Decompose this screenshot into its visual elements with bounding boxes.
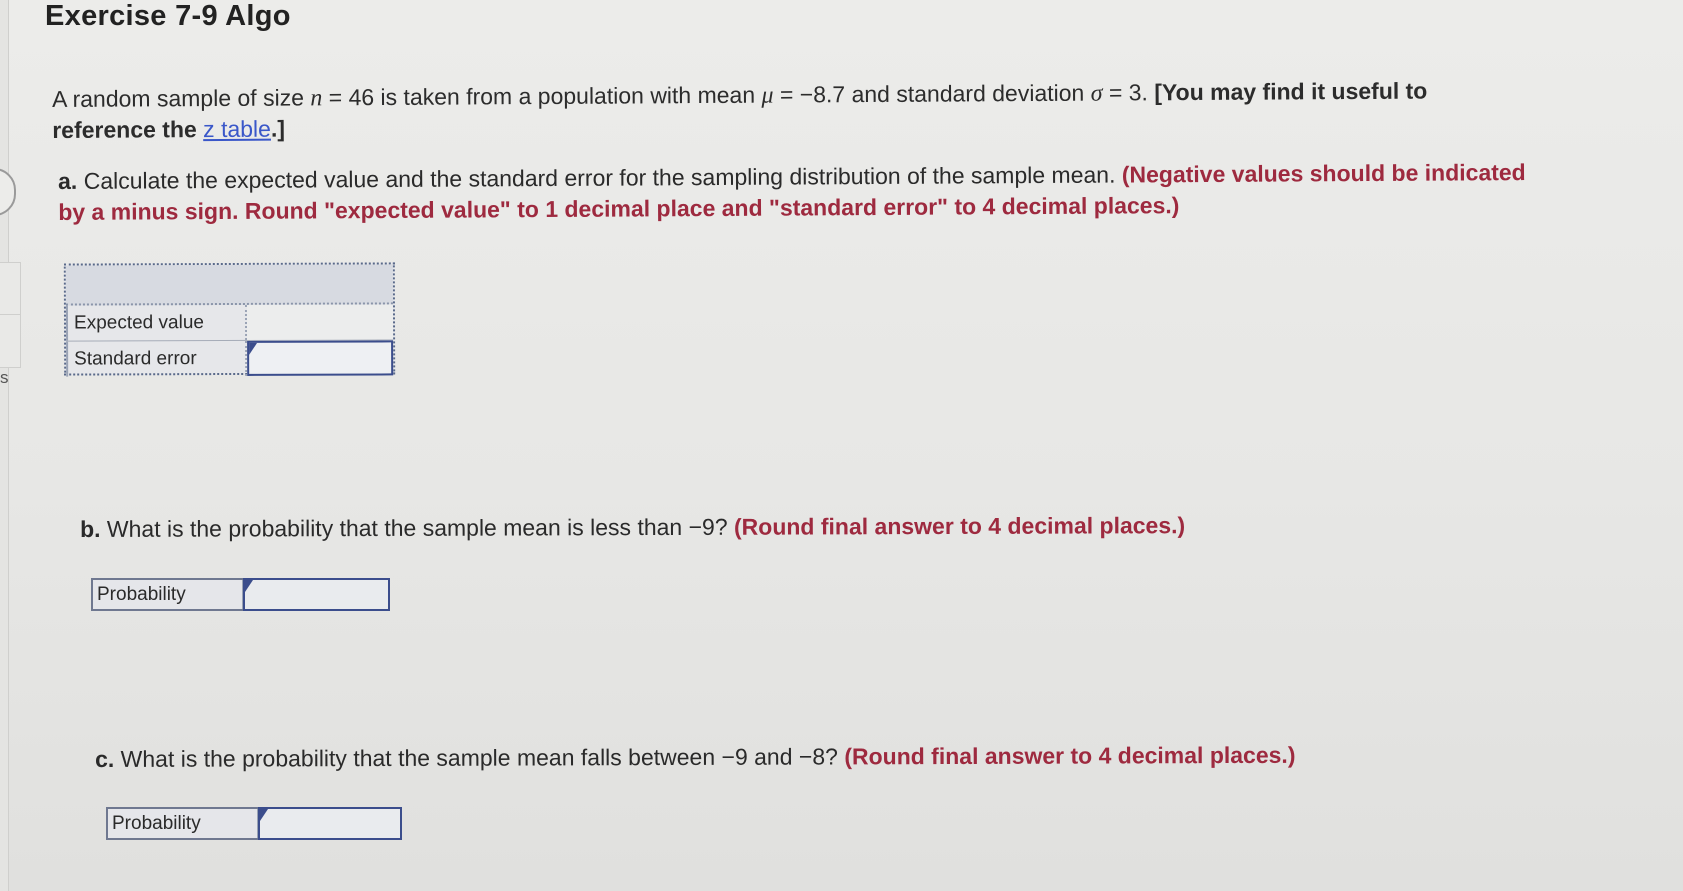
- input-flag-icon: [245, 580, 253, 592]
- z-table-link[interactable]: z table: [203, 115, 271, 143]
- part-b-answer-row: [91, 578, 390, 611]
- mu-variable: μ: [761, 82, 774, 109]
- part-c-instructions: (Round final answer to 4 decimal places.): [844, 741, 1296, 770]
- part-a-question: [58, 157, 1528, 228]
- left-panel-edge: [0, 0, 9, 891]
- table-row: [66, 304, 393, 340]
- part-a-instructions: (Negative values should be indicated by a minus sign. Round "expected value" to 1 decimal place and "standard error" to 4 decimal places.): [58, 159, 1526, 225]
- problem-intro: [52, 75, 1532, 145]
- side-nav-label: s: [0, 368, 9, 387]
- part-c-answer-row: [106, 807, 402, 840]
- standard-error-input[interactable]: [247, 340, 393, 376]
- sigma-variable: σ: [1090, 80, 1103, 107]
- part-a-text: Calculate the expected value and the standard error for the sampling distribution of the sample mean.: [77, 161, 1122, 194]
- standard-error-label: Standard error: [66, 341, 247, 377]
- intro-text: and standard deviation: [845, 79, 1091, 108]
- input-flag-icon: [249, 343, 257, 355]
- probability-label: Probability: [93, 580, 243, 609]
- exercise-title: Exercise 7-9 Algo: [45, 0, 291, 32]
- part-c-text: What is the probability that the sample mean falls between −9 and −8?: [114, 743, 845, 772]
- side-nav-box[interactable]: [0, 262, 21, 316]
- part-a-answer-table: [64, 262, 395, 375]
- part-b-question: [80, 510, 1185, 544]
- side-nav-box[interactable]: [0, 314, 21, 368]
- reference-note-close: .]: [270, 115, 286, 142]
- input-flag-icon: [260, 809, 268, 821]
- part-c-question: [95, 740, 1296, 774]
- part-b-probability-input[interactable]: [243, 578, 390, 611]
- sigma-value: = 3.: [1102, 79, 1148, 106]
- table-row: [66, 339, 393, 376]
- n-value: = 46: [322, 84, 375, 111]
- expected-value-input[interactable]: [247, 304, 393, 340]
- intro-text: A random sample of size: [52, 84, 311, 112]
- part-b-text: What is the probability that the sample mean is less than −9?: [100, 513, 735, 542]
- part-c-probability-input[interactable]: [258, 807, 402, 840]
- side-collapse-tab[interactable]: [0, 168, 16, 216]
- expected-value-label: Expected value: [66, 305, 247, 341]
- intro-text: is taken from a population with mean: [374, 81, 762, 111]
- n-variable: n: [310, 85, 323, 112]
- probability-label: Probability: [108, 809, 258, 838]
- table-header-row: [66, 264, 393, 305]
- part-c-letter: c.: [95, 745, 115, 772]
- part-a-letter: a.: [58, 167, 78, 194]
- part-b-letter: b.: [80, 515, 101, 542]
- mu-value: = −8.7: [773, 81, 846, 108]
- part-b-instructions: (Round final answer to 4 decimal places.): [733, 512, 1186, 540]
- reference-note: [You may find it useful to reference the: [52, 77, 1428, 143]
